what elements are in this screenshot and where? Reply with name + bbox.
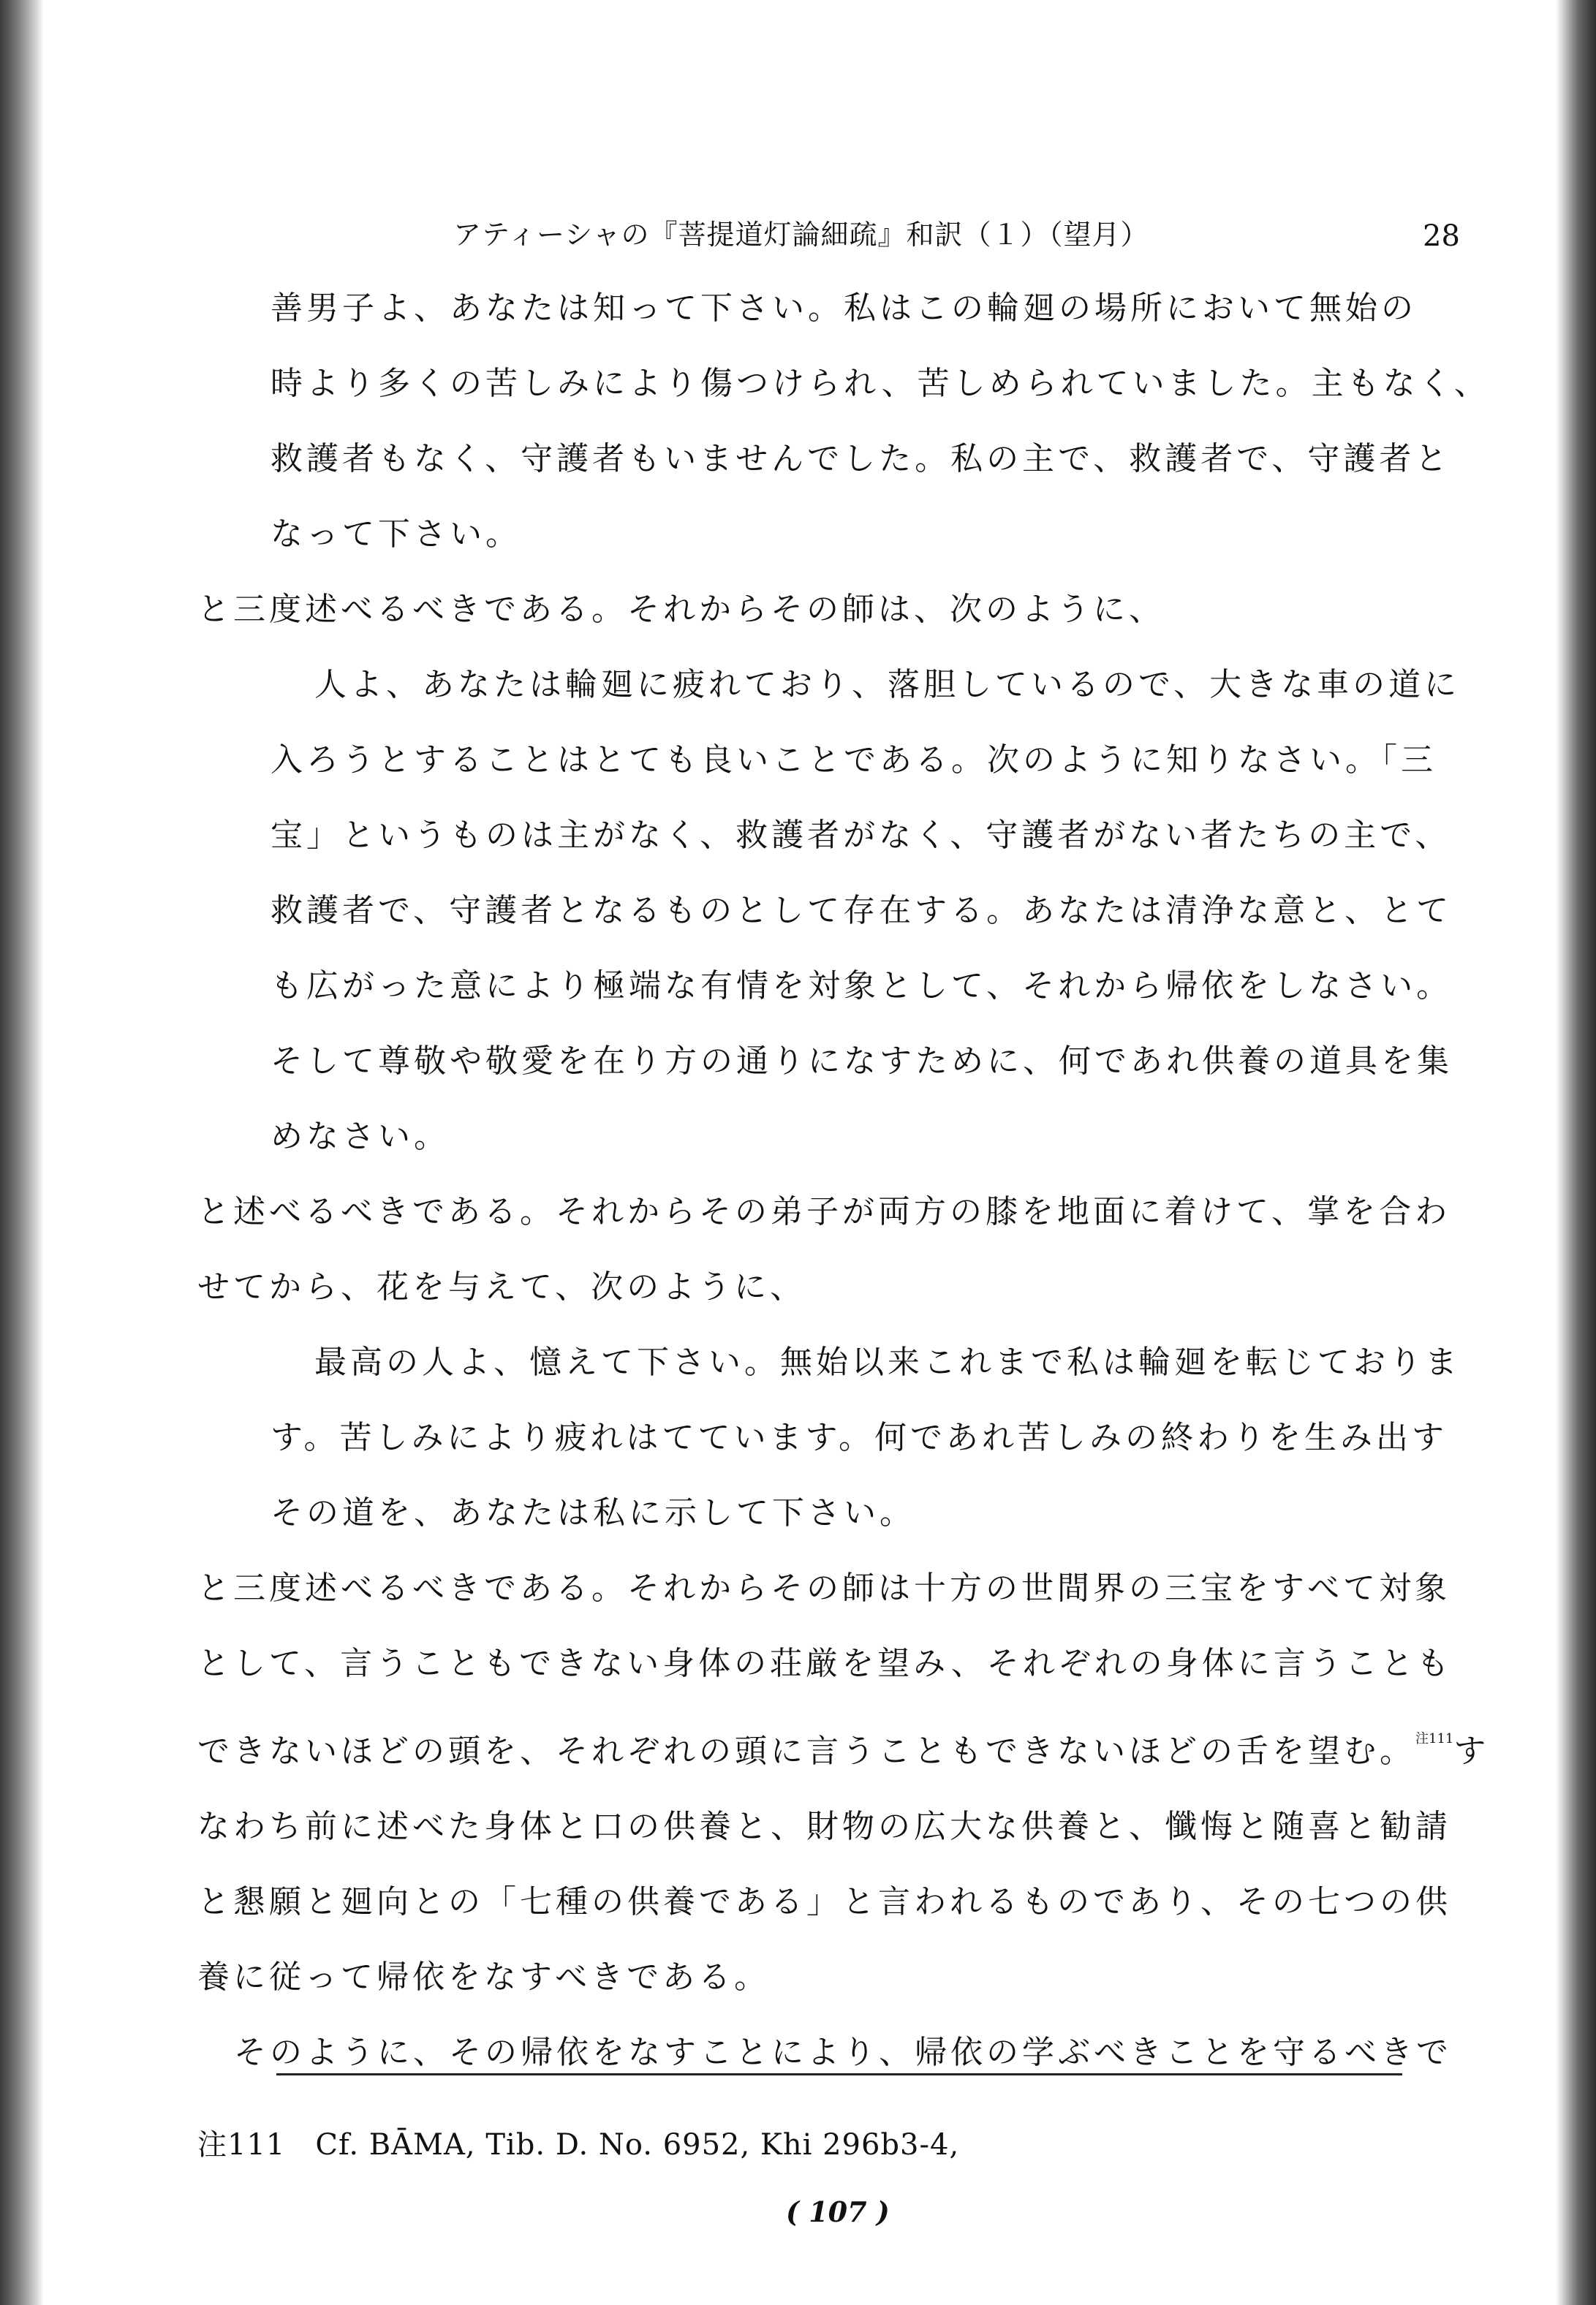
text-line: す。苦しみにより疲れはてています。何であれ苦しみの終わりを生み出す [271,1419,1448,1456]
text-line: なわち前に述べた身体と口の供養と、財物の広大な供養と、懺悔と随喜と勧請 [197,1808,1451,1845]
text-line: 人よ、あなたは輪廻に疲れており、落胆しているので、大きな車の道に [314,666,1461,703]
text-line: と述べるべきである。それからその弟子が両方の膝を地面に着けて、掌を合わ [197,1193,1451,1230]
text-line: なって下さい。 [271,515,521,553]
scan-shadow-left [0,0,44,2305]
text-line: 最高の人よ、憶えて下さい。無始以来これまで私は輪廻を転じておりま [314,1344,1461,1381]
running-title: アティーシャの『菩提道灯論細疏』和訳（１）（望月） [453,219,1149,251]
text-line-with-note [197,1701,1499,1789]
text-segment: す [1453,1733,1490,1770]
text-line: その道を、あなたは私に示して下さい。 [271,1494,915,1532]
text-line: として、言うこともできない身体の荘厳を望み、それぞれの身体に言うことも [197,1645,1453,1682]
text-line: と三度述べるべきである。それからその師は十方の世間界の三宝をすべて対象 [197,1570,1451,1607]
note-marker[interactable]: 注111 [1415,1731,1454,1746]
text-line: めなさい。 [271,1118,450,1155]
text-segment: できないほどの頭を、それぞれの頭に言うこともできないほどの舌を望む。 [197,1733,1415,1770]
text-line: そのように、その帰依をなすことにより、帰依の学ぶべきことを守るべきで [234,2034,1452,2071]
text-line: 時より多くの苦しみにより傷つけられ、苦しめられていました。主もなく、 [271,365,1490,402]
text-line: と懇願と廻向との「七種の供養である」と言われるものであり、その七つの供 [197,1883,1451,1920]
text-line: 養に従って帰依をなすべきである。 [197,1958,771,1996]
scan-shadow-right [1556,0,1596,2305]
text-line: 宝」というものは主がなく、救護者がなく、守護者がない者たちの主で、 [271,817,1451,854]
text-line: そして尊敬や敬愛を在り方の通りになすために、何であれ供養の道具を集 [271,1042,1453,1080]
footnote-divider [276,2073,1402,2075]
text-line: 救護者で、守護者となるものとして存在する。あなたは清浄な意と、とて [271,892,1453,929]
text-line: 救護者もなく、守護者もいませんでした。私の主で、救護者で、守護者と [271,440,1451,477]
main-text [197,270,1499,2090]
footnote: 注111 Cf. BĀMA, Tib. D. No. 6952, Khi 296b3-4, [197,2128,960,2162]
text-line: と三度述べるべきである。それからその師は、次のように、 [197,591,1165,628]
text-line: も広がった意により極端な有情を対象として、それから帰依をしなさい。 [271,967,1453,1004]
text-line: 善男子よ、あなたは知って下さい。私はこの輪廻の場所において無始の [271,289,1417,327]
text-line: せてから、花を与えて、次のように、 [197,1268,806,1306]
footer-page-number: ( 107 ) [786,2195,890,2228]
page-number: 28 [1423,219,1460,253]
text-line: 入ろうとすることはとても良いことである。次のように知りなさい。「三 [271,741,1437,779]
